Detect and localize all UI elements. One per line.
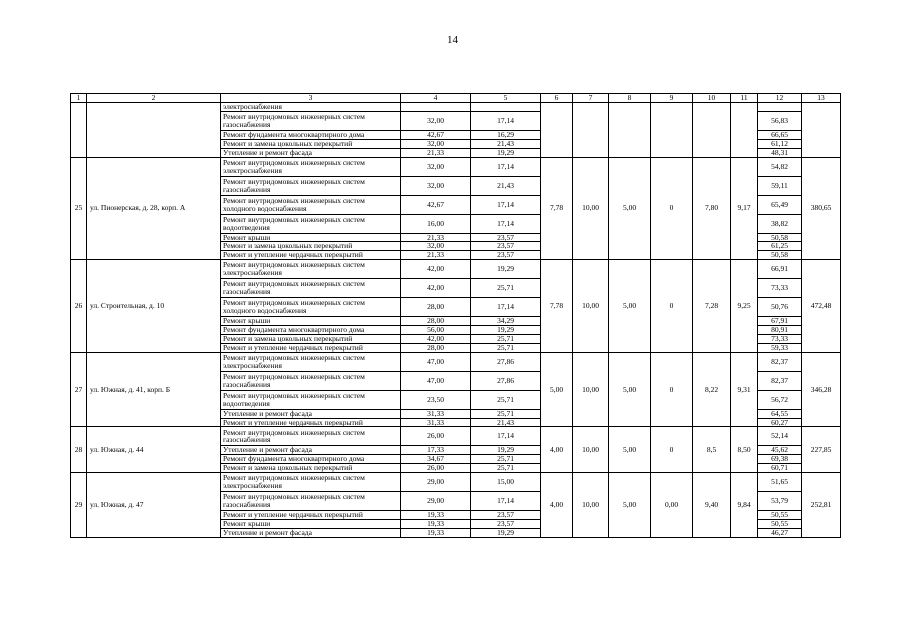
col5-value: 17,14: [471, 298, 541, 317]
col5-value: 15,00: [471, 473, 541, 492]
col5-value: 16,29: [471, 130, 541, 139]
col11-value: 9,31: [731, 352, 758, 427]
col13-total: 472,48: [802, 260, 841, 353]
col5-value: 25,71: [471, 343, 541, 352]
col12-value: 56,83: [758, 111, 802, 130]
repair-cost-table: [70, 93, 841, 538]
col5-value: 34,29: [471, 317, 541, 326]
col4-value: 32,00: [401, 139, 471, 148]
col5-value: 23,57: [471, 251, 541, 260]
col12-value: 60,71: [758, 464, 802, 473]
col4-value: 31,33: [401, 409, 471, 418]
col12-value: 59,33: [758, 343, 802, 352]
col10-value: 8,22: [693, 352, 731, 427]
building-number: 26: [71, 260, 87, 353]
header-cell: 3: [221, 94, 401, 103]
col4-value: 21,33: [401, 233, 471, 242]
col4-value: 42,67: [401, 130, 471, 139]
building-number: [71, 103, 87, 158]
work-name: Ремонт фундамента многоквартирного дома: [221, 455, 401, 464]
work-name: Ремонт внутридомовых инженерных систем газоснабжения: [221, 371, 401, 390]
table-row: [71, 352, 841, 371]
col4-value: 42,00: [401, 260, 471, 279]
header-cell: 7: [573, 94, 609, 103]
col5-value: 25,71: [471, 390, 541, 409]
col10-value: [693, 103, 731, 158]
work-name: Ремонт и замена цокольных перекрытий: [221, 334, 401, 343]
col9-value: 0: [651, 260, 693, 353]
col5-value: 17,14: [471, 492, 541, 511]
work-name: Ремонт внутридомовых инженерных систем холодного водоснабжения: [221, 195, 401, 214]
col13-total: 252,81: [802, 473, 841, 538]
col11-value: 9,84: [731, 473, 758, 538]
col12-value: 61,25: [758, 242, 802, 251]
col4-value: 21,33: [401, 148, 471, 157]
header-cell: 10: [693, 94, 731, 103]
col8-value: 5,00: [609, 473, 651, 538]
col8-value: 5,00: [609, 260, 651, 353]
col12-value: 50,55: [758, 511, 802, 520]
col5-value: 25,71: [471, 409, 541, 418]
col4-value: 28,00: [401, 298, 471, 317]
work-name: Ремонт фундамента многоквартирного дома: [221, 326, 401, 335]
col4-value: 16,00: [401, 214, 471, 233]
col4-value: 47,00: [401, 352, 471, 371]
col12-value: 73,33: [758, 279, 802, 298]
col10-value: 7,80: [693, 157, 731, 260]
work-name: Утепление и ремонт фасада: [221, 528, 401, 537]
table-row: [71, 473, 841, 492]
col5-value: 23,57: [471, 511, 541, 520]
col12-value: 52,14: [758, 427, 802, 446]
col9-value: 0,00: [651, 473, 693, 538]
header-cell: 1: [71, 94, 87, 103]
col7-value: 10,00: [573, 473, 609, 538]
work-name: Ремонт внутридомовых инженерных систем газоснабжения: [221, 176, 401, 195]
header-cell: 13: [802, 94, 841, 103]
col5-value: [471, 103, 541, 112]
building-address: ул. Южная, д. 41, корп. Б: [87, 352, 221, 427]
col9-value: 0: [651, 352, 693, 427]
col9-value: [651, 103, 693, 158]
col12-value: 46,27: [758, 528, 802, 537]
col5-value: 17,14: [471, 157, 541, 176]
col12-value: 82,37: [758, 352, 802, 371]
work-name: Ремонт крыши: [221, 519, 401, 528]
col5-value: 19,29: [471, 326, 541, 335]
col5-value: 23,57: [471, 233, 541, 242]
header-cell: 11: [731, 94, 758, 103]
col6-value: 7,78: [541, 157, 573, 260]
header-cell: 12: [758, 94, 802, 103]
col5-value: 25,71: [471, 464, 541, 473]
work-name: Ремонт внутридомовых инженерных систем газоснабжения: [221, 279, 401, 298]
col12-value: 50,58: [758, 251, 802, 260]
col8-value: 5,00: [609, 352, 651, 427]
col4-value: 47,00: [401, 371, 471, 390]
building-address: ул. Строительная, д. 10: [87, 260, 221, 353]
col5-value: 21,43: [471, 176, 541, 195]
col12-value: 66,91: [758, 260, 802, 279]
col4-value: 42,67: [401, 195, 471, 214]
col8-value: 5,00: [609, 157, 651, 260]
col5-value: 17,14: [471, 427, 541, 446]
col6-value: 5,00: [541, 352, 573, 427]
col13-total: [802, 103, 841, 158]
col4-value: 29,00: [401, 492, 471, 511]
table-row: [71, 427, 841, 446]
col7-value: [573, 103, 609, 158]
building-address: ул. Южная, д. 44: [87, 427, 221, 473]
col12-value: 54,82: [758, 157, 802, 176]
header-cell: 6: [541, 94, 573, 103]
col6-value: 4,00: [541, 427, 573, 473]
col10-value: 9,40: [693, 473, 731, 538]
table-body: [71, 94, 841, 538]
col11-value: [731, 103, 758, 158]
col4-value: 19,33: [401, 519, 471, 528]
col5-value: 23,57: [471, 519, 541, 528]
header-cell: 4: [401, 94, 471, 103]
col12-value: 56,72: [758, 390, 802, 409]
col12-value: 60,27: [758, 418, 802, 427]
col12-value: 50,58: [758, 233, 802, 242]
col6-value: [541, 103, 573, 158]
col11-value: 8,50: [731, 427, 758, 473]
col12-value: 73,33: [758, 334, 802, 343]
header-cell: 8: [609, 94, 651, 103]
col13-total: 346,28: [802, 352, 841, 427]
work-name: Ремонт и замена цокольных перекрытий: [221, 139, 401, 148]
col4-value: 26,00: [401, 464, 471, 473]
col7-value: 10,00: [573, 352, 609, 427]
col4-value: 32,00: [401, 157, 471, 176]
work-name: Ремонт крыши: [221, 317, 401, 326]
col4-value: 56,00: [401, 326, 471, 335]
col12-value: 53,79: [758, 492, 802, 511]
building-address: ул. Пионерская, д. 28, корп. А: [87, 157, 221, 260]
col12-value: 80,91: [758, 326, 802, 335]
work-name: Ремонт и утепление чердачных перекрытий: [221, 511, 401, 520]
col12-value: 66,65: [758, 130, 802, 139]
col5-value: 17,14: [471, 111, 541, 130]
work-name: Ремонт внутридомовых инженерных систем газоснабжения: [221, 427, 401, 446]
col5-value: 27,86: [471, 352, 541, 371]
col7-value: 10,00: [573, 260, 609, 353]
header-row: [71, 94, 841, 103]
work-name: Ремонт внутридомовых инженерных систем водоотведения: [221, 390, 401, 409]
col7-value: 10,00: [573, 157, 609, 260]
col12-value: 61,12: [758, 139, 802, 148]
col5-value: 27,86: [471, 371, 541, 390]
building-number: 29: [71, 473, 87, 538]
col5-value: 23,57: [471, 242, 541, 251]
col4-value: 17,33: [401, 446, 471, 455]
header-cell: 9: [651, 94, 693, 103]
col11-value: 9,25: [731, 260, 758, 353]
col4-value: 34,67: [401, 455, 471, 464]
col5-value: 25,71: [471, 455, 541, 464]
header-cell: 5: [471, 94, 541, 103]
col11-value: 9,17: [731, 157, 758, 260]
col12-value: 48,31: [758, 148, 802, 157]
col12-value: 50,55: [758, 519, 802, 528]
col7-value: 10,00: [573, 427, 609, 473]
col4-value: 19,33: [401, 511, 471, 520]
work-name: Ремонт фундамента многоквартирного дома: [221, 130, 401, 139]
col4-value: 26,00: [401, 427, 471, 446]
col5-value: 21,43: [471, 139, 541, 148]
col12-value: [758, 103, 802, 112]
header-cell: 2: [87, 94, 221, 103]
col8-value: 5,00: [609, 427, 651, 473]
col5-value: 17,14: [471, 195, 541, 214]
work-name: Ремонт крыши: [221, 233, 401, 242]
col12-value: 59,11: [758, 176, 802, 195]
col4-value: 32,00: [401, 242, 471, 251]
work-name: Ремонт и утепление чердачных перекрытий: [221, 251, 401, 260]
work-name: Ремонт и замена цокольных перекрытий: [221, 464, 401, 473]
col10-value: 7,28: [693, 260, 731, 353]
work-name: Утепление и ремонт фасада: [221, 409, 401, 418]
col6-value: 7,78: [541, 260, 573, 353]
col13-total: 380,65: [802, 157, 841, 260]
col4-value: 32,00: [401, 111, 471, 130]
work-name: Ремонт и замена цокольных перекрытий: [221, 242, 401, 251]
col4-value: 21,33: [401, 251, 471, 260]
building-number: 28: [71, 427, 87, 473]
col12-value: 51,65: [758, 473, 802, 492]
work-name: Ремонт внутридомовых инженерных систем электроснабжения: [221, 473, 401, 492]
col12-value: 45,62: [758, 446, 802, 455]
work-name: Утепление и ремонт фасада: [221, 446, 401, 455]
col9-value: 0: [651, 157, 693, 260]
col12-value: 65,49: [758, 195, 802, 214]
col5-value: 25,71: [471, 279, 541, 298]
col5-value: 19,29: [471, 528, 541, 537]
table-row: [71, 103, 841, 112]
col12-value: 64,55: [758, 409, 802, 418]
col4-value: 29,00: [401, 473, 471, 492]
col10-value: 8,5: [693, 427, 731, 473]
col12-value: 50,76: [758, 298, 802, 317]
work-name: Ремонт внутридомовых инженерных систем электроснабжения: [221, 260, 401, 279]
table-row: [71, 157, 841, 176]
col12-value: 67,91: [758, 317, 802, 326]
work-name: Ремонт внутридомовых инженерных систем водоотведения: [221, 214, 401, 233]
work-name: Ремонт внутридомовых инженерных систем холодного водоснабжения: [221, 298, 401, 317]
col5-value: 19,29: [471, 148, 541, 157]
col12-value: 38,82: [758, 214, 802, 233]
col4-value: 32,00: [401, 176, 471, 195]
col13-total: 227,85: [802, 427, 841, 473]
work-name: Ремонт и утепление чердачных перекрытий: [221, 343, 401, 352]
col4-value: 19,33: [401, 528, 471, 537]
col4-value: 42,00: [401, 334, 471, 343]
col5-value: 19,29: [471, 260, 541, 279]
work-name: электроснабжения: [221, 103, 401, 112]
col12-value: 69,38: [758, 455, 802, 464]
col9-value: 0: [651, 427, 693, 473]
building-number: 25: [71, 157, 87, 260]
col5-value: 25,71: [471, 334, 541, 343]
work-name: Ремонт внутридомовых инженерных систем электроснабжения: [221, 157, 401, 176]
col5-value: 21,43: [471, 418, 541, 427]
table-row: [71, 260, 841, 279]
col5-value: 17,14: [471, 214, 541, 233]
work-name: Ремонт внутридомовых инженерных систем газоснабжения: [221, 111, 401, 130]
work-name: Ремонт внутридомовых инженерных систем электроснабжения: [221, 352, 401, 371]
col4-value: 31,33: [401, 418, 471, 427]
col6-value: 4,00: [541, 473, 573, 538]
col12-value: 82,37: [758, 371, 802, 390]
col4-value: 28,00: [401, 317, 471, 326]
work-name: Ремонт и утепление чердачных перекрытий: [221, 418, 401, 427]
col4-value: 42,00: [401, 279, 471, 298]
col4-value: 23,50: [401, 390, 471, 409]
building-number: 27: [71, 352, 87, 427]
building-address: ул. Южная, д. 47: [87, 473, 221, 538]
work-name: Утепление и ремонт фасада: [221, 148, 401, 157]
col4-value: [401, 103, 471, 112]
col8-value: [609, 103, 651, 158]
building-address: [87, 103, 221, 158]
col4-value: 28,00: [401, 343, 471, 352]
page-number: 14: [447, 34, 458, 46]
col5-value: 19,29: [471, 446, 541, 455]
work-name: Ремонт внутридомовых инженерных систем газоснабжения: [221, 492, 401, 511]
